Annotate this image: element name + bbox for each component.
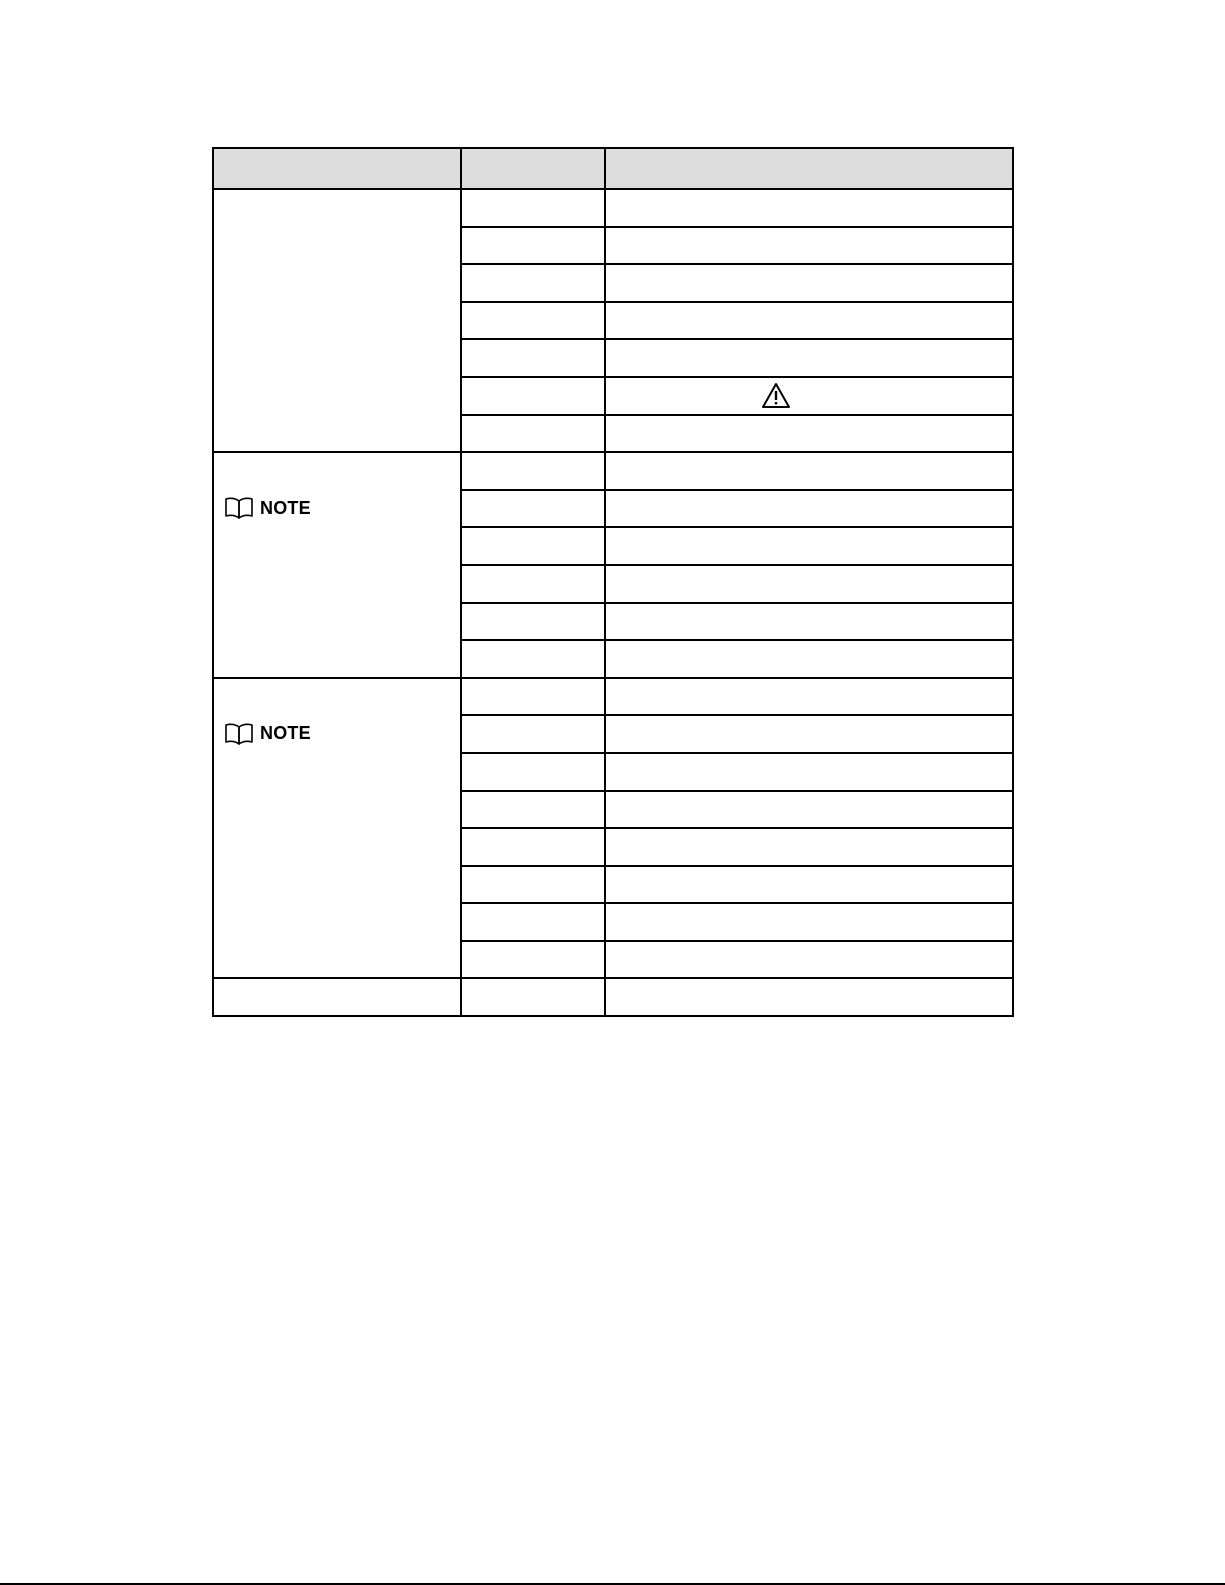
table-row <box>213 189 1013 227</box>
table-cell <box>461 640 605 678</box>
table-cell <box>605 753 1013 791</box>
table-row <box>213 678 1013 716</box>
table-cell <box>461 941 605 979</box>
table-cell <box>461 866 605 904</box>
table-cell <box>605 640 1013 678</box>
note-callout <box>224 495 460 521</box>
group-cell <box>213 452 461 678</box>
table-cell <box>605 415 1013 453</box>
table-cell <box>461 527 605 565</box>
table-cell <box>605 452 1013 490</box>
table-cell <box>461 715 605 753</box>
table-cell <box>605 339 1013 377</box>
table-cell <box>605 565 1013 603</box>
table-cell <box>605 490 1013 528</box>
table-cell <box>605 189 1013 227</box>
warning-triangle-icon <box>761 382 791 409</box>
header-cell <box>461 148 605 189</box>
table-cell <box>605 978 1013 1016</box>
table-cell <box>605 791 1013 829</box>
table-cell <box>461 189 605 227</box>
table-cell <box>461 565 605 603</box>
table-cell <box>605 866 1013 904</box>
table-cell <box>605 527 1013 565</box>
group-cell <box>213 189 461 452</box>
table-cell <box>461 227 605 265</box>
table-cell <box>605 678 1013 716</box>
note-label: NOTE <box>260 497 311 518</box>
table-cell <box>605 828 1013 866</box>
table-cell <box>461 490 605 528</box>
table-cell <box>605 903 1013 941</box>
table-cell <box>461 452 605 490</box>
table-cell <box>461 903 605 941</box>
group-cell <box>213 678 461 979</box>
note-callout <box>224 721 460 747</box>
table-cell <box>461 377 605 415</box>
book-icon <box>224 497 254 519</box>
table-cell <box>461 978 605 1016</box>
table-cell <box>605 227 1013 265</box>
table-header-row <box>213 148 1013 189</box>
table-cell <box>461 415 605 453</box>
table-row <box>213 978 1013 1016</box>
table-cell <box>461 828 605 866</box>
table-cell <box>461 264 605 302</box>
note-label: NOTE <box>260 723 311 744</box>
book-icon <box>224 723 254 745</box>
table-cell <box>461 339 605 377</box>
table-cell <box>461 753 605 791</box>
table-cell <box>461 791 605 829</box>
table-cell <box>213 978 461 1016</box>
table-cell <box>605 941 1013 979</box>
header-cell <box>213 148 461 189</box>
table-cell <box>605 302 1013 340</box>
table-cell <box>461 678 605 716</box>
header-cell <box>605 148 1013 189</box>
table-cell <box>605 603 1013 641</box>
table-cell <box>605 377 1013 415</box>
data-table <box>212 147 1014 1017</box>
table-cell <box>461 302 605 340</box>
table-cell <box>605 715 1013 753</box>
table-row <box>213 452 1013 490</box>
table-cell <box>461 603 605 641</box>
table-cell <box>605 264 1013 302</box>
